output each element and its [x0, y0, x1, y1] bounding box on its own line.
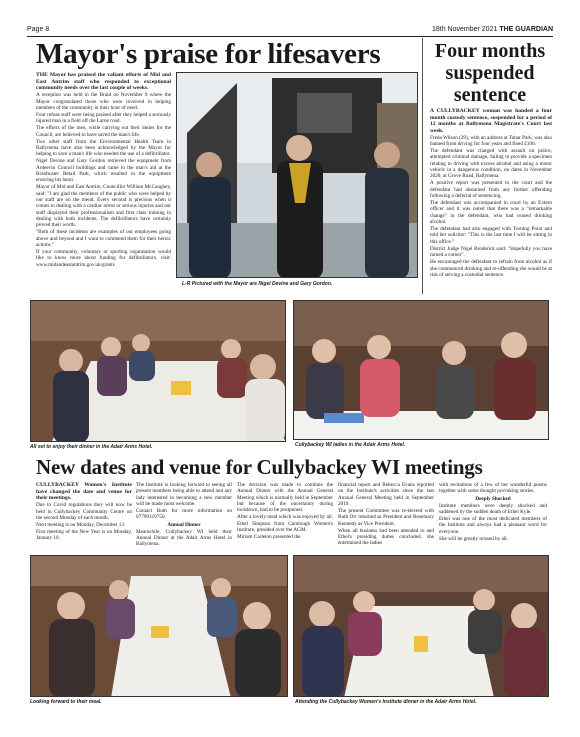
- subheading-deeply-shocked: Deeply Shocked: [475, 495, 511, 502]
- paragraph: When all business had been attended to and Ethel's presiding duties concluded, she entertained the ladies: [338, 527, 434, 547]
- paragraph: "Both of these incidents are examples of our employees going above and beyond and I want to commend them for their heroic actions.": [36, 229, 171, 248]
- dinner-photo-left: [30, 300, 286, 442]
- dinner-photo-right-scene: [294, 301, 549, 440]
- paragraph: Institute members were deeply shocked and saddened by the sudden death of Ethel Kyle.: [439, 502, 547, 515]
- court-lead: A CULLYBACKEY woman was handed a four month custody sentence, suspended for a period of 12 months at Ballymena Magistrate's Court last week.: [430, 108, 552, 134]
- paragraph: Meanwhile, Cullybackey WI held their Annual Dinner at the Adair Arms Hotel in Ballymena.: [136, 528, 232, 548]
- paragraph: The decision was made to combine the Annual Dinner with the Annual General Meeting which is normally held in September but because of the uncertainty during lockdown, had to be postponed.: [237, 482, 333, 514]
- paragraph: He encouraged the defendant to refrain from alcohol as if she commenced drinking and re-offending she would be at risk of serving a custodial sentence.: [430, 259, 552, 278]
- paragraph: The present Committee was re-elected with Ruth Orr returned as President and Rosemary Kennedy as Vice President.: [338, 507, 434, 527]
- paragraph: Contact Ruth for more information on 07790319750.: [136, 507, 232, 521]
- page-number: Page 8: [27, 26, 50, 33]
- meal-photo-scene: [31, 556, 288, 697]
- wi-column-3: [237, 482, 333, 541]
- paragraph: Next meeting is on Monday, December 13.: [36, 521, 126, 528]
- paragraph: Nigel Devine and Gary Gordon retrieved the equipment from Ardeevin Council buildings and came to the man's aid at the Braidwater Retail Park, which resulted in the equipment ensuring his heart.: [36, 158, 171, 184]
- paragraph: Miriam Carleton presented the: [237, 533, 301, 540]
- issue-date: 18th November 2021 THE GUARDIAN: [431, 26, 553, 33]
- paragraph: CULLYBACKEY Women's Institute have changed the date and venue for their meetings.: [36, 482, 132, 501]
- mayor-lead: THE Mayor has praised the valiant efforts of Mid and East Antrim staff who responded to exceptional community needs over the last couple of weeks.: [36, 72, 171, 91]
- paragraph: The defendant was accompanied in court by an Extern officer and it was noted that there was a "remarkable change" in the defendant, who had ceased drinking alcohol.: [430, 200, 552, 226]
- column-divider: [422, 38, 423, 294]
- meal-photo: [30, 555, 288, 697]
- paragraph: After a lovely meal which was enjoyed by all, Ethel Simpson from Carnlough Women's Institute, presided over the AGM.: [237, 514, 333, 533]
- paragraph: Mayor of Mid and East Antrim, Councillor William McCaughey, said: "I am glad the members of the public who were helped by our staff are on the mend. Every second is precious when it comes to dealing with a cardiac arrest or serious injuries and our staff displayed their professionalism and first class training in dealing with both incidents. The defibrillators have certainly proved their worth.: [36, 184, 171, 229]
- wi-column-2: [136, 482, 232, 548]
- paragraph: Freda Wilson (29), with an address at Tobar Park, was also banned from driving for four years and fined £100.: [430, 134, 552, 148]
- wi-headline: New dates and venue for Cullybackey WI meetings: [36, 455, 483, 479]
- meal-caption: Looking forward to their meal.: [30, 699, 102, 705]
- attending-photo: [293, 555, 549, 697]
- dinner-photo-left-scene: [31, 301, 286, 442]
- paragraph: Two other staff from the Environmental Health Team in Ballymena have also been acknowledged by the Mayor for helping to save a man's life who needed the use of a defibrillator.: [36, 138, 171, 158]
- paragraph: Four refuse staff were being praised after they helped a seriously injured man in a field off the Larne road.: [36, 111, 171, 125]
- paragraph: The efforts of the men, while carrying out their duties for the Council, are believed to have saved the man's life.: [36, 125, 171, 138]
- paragraph: with recitations of a few of her wonderful poems together with some thought provoking stories.: [439, 482, 547, 495]
- court-headline: Four months suspended sentence: [434, 40, 546, 106]
- paragraph: The Institute is looking forward to seeing all present members being able to attend and any lady interested in becoming a new member will be made most welcome.: [136, 482, 232, 507]
- dinner-left-caption: All set to enjoy their dinner in the Adair Arms Hotel.: [30, 444, 153, 450]
- court-article-body: [430, 108, 552, 279]
- publication-name: THE GUARDIAN: [499, 26, 553, 33]
- wi-column-1: [36, 482, 132, 542]
- paragraph: She will be greatly missed by all.: [439, 535, 509, 542]
- paragraph: The defendant was charged with assault on police, attempted criminal damage, failing to provide a specimen relating to driving with excess alcohol and using a motor vehicle in a dangerous condition, on dates in November 2020, at Grove Road, Ballymena.: [430, 148, 552, 180]
- paragraph: Due to Covid regulations they will now be held in Cullybackey Community Centre on the second Monday of each month.: [36, 502, 132, 521]
- paragraph: A reception was held in the Braid on November 9 where the Mayor congratulated those who were involved in helping members of the community in their hour of need.: [36, 92, 171, 111]
- attending-photo-scene: [294, 556, 549, 697]
- mayor-photo-caption: L-R Pictured with the Mayor are Nigel Devine and Gary Gordon.: [182, 281, 333, 287]
- paragraph: financial report and Rebecca Evans reported on the Institute's activities since the last Annual General Meeting held in September 2019.: [338, 482, 434, 507]
- wi-column-4: [338, 482, 434, 547]
- paragraph: First meeting of the New Year is on Monday, January 10.: [36, 529, 132, 542]
- subheading-annual-dinner: Annual Dinner: [167, 521, 201, 528]
- page-header: [27, 26, 553, 36]
- paragraph: District Judge Nigel Broderick said: "Hopefully you have turned a corner".: [430, 245, 552, 259]
- paragraph: If your community, voluntary or sporting organisation would like to know more about funding for defibrillators, visit: www.midandeastantrim.gov.uk/grants: [36, 249, 171, 268]
- mayor-photo-scene: [177, 73, 418, 278]
- dinner-photo-right: [293, 300, 549, 440]
- mayor-article-body: [36, 72, 171, 269]
- paragraph: A positive report was presented to the court and the defendant had abstained from any further offending following a deferral of sentencing.: [430, 180, 552, 200]
- paragraph: The defendant had also engaged with Turning Point and told her solicitor: "This is the last time I will be sitting in this office.": [430, 226, 552, 245]
- attending-caption: Attending the Cullybackey Women's Institute dinner in the Adair Arms Hotel.: [295, 699, 477, 705]
- header-rule: [27, 36, 553, 37]
- wi-column-5: [439, 482, 547, 543]
- mayor-headline: Mayor's praise for lifesavers: [36, 38, 381, 70]
- mayor-photo: [176, 72, 418, 278]
- dinner-right-caption: Cullybackey WI ladies in the Adair Arms Hotel.: [295, 442, 406, 448]
- paragraph: Ethel was one of the most dedicated members of the Institute and always had a pleasant word for everyone.: [439, 516, 547, 535]
